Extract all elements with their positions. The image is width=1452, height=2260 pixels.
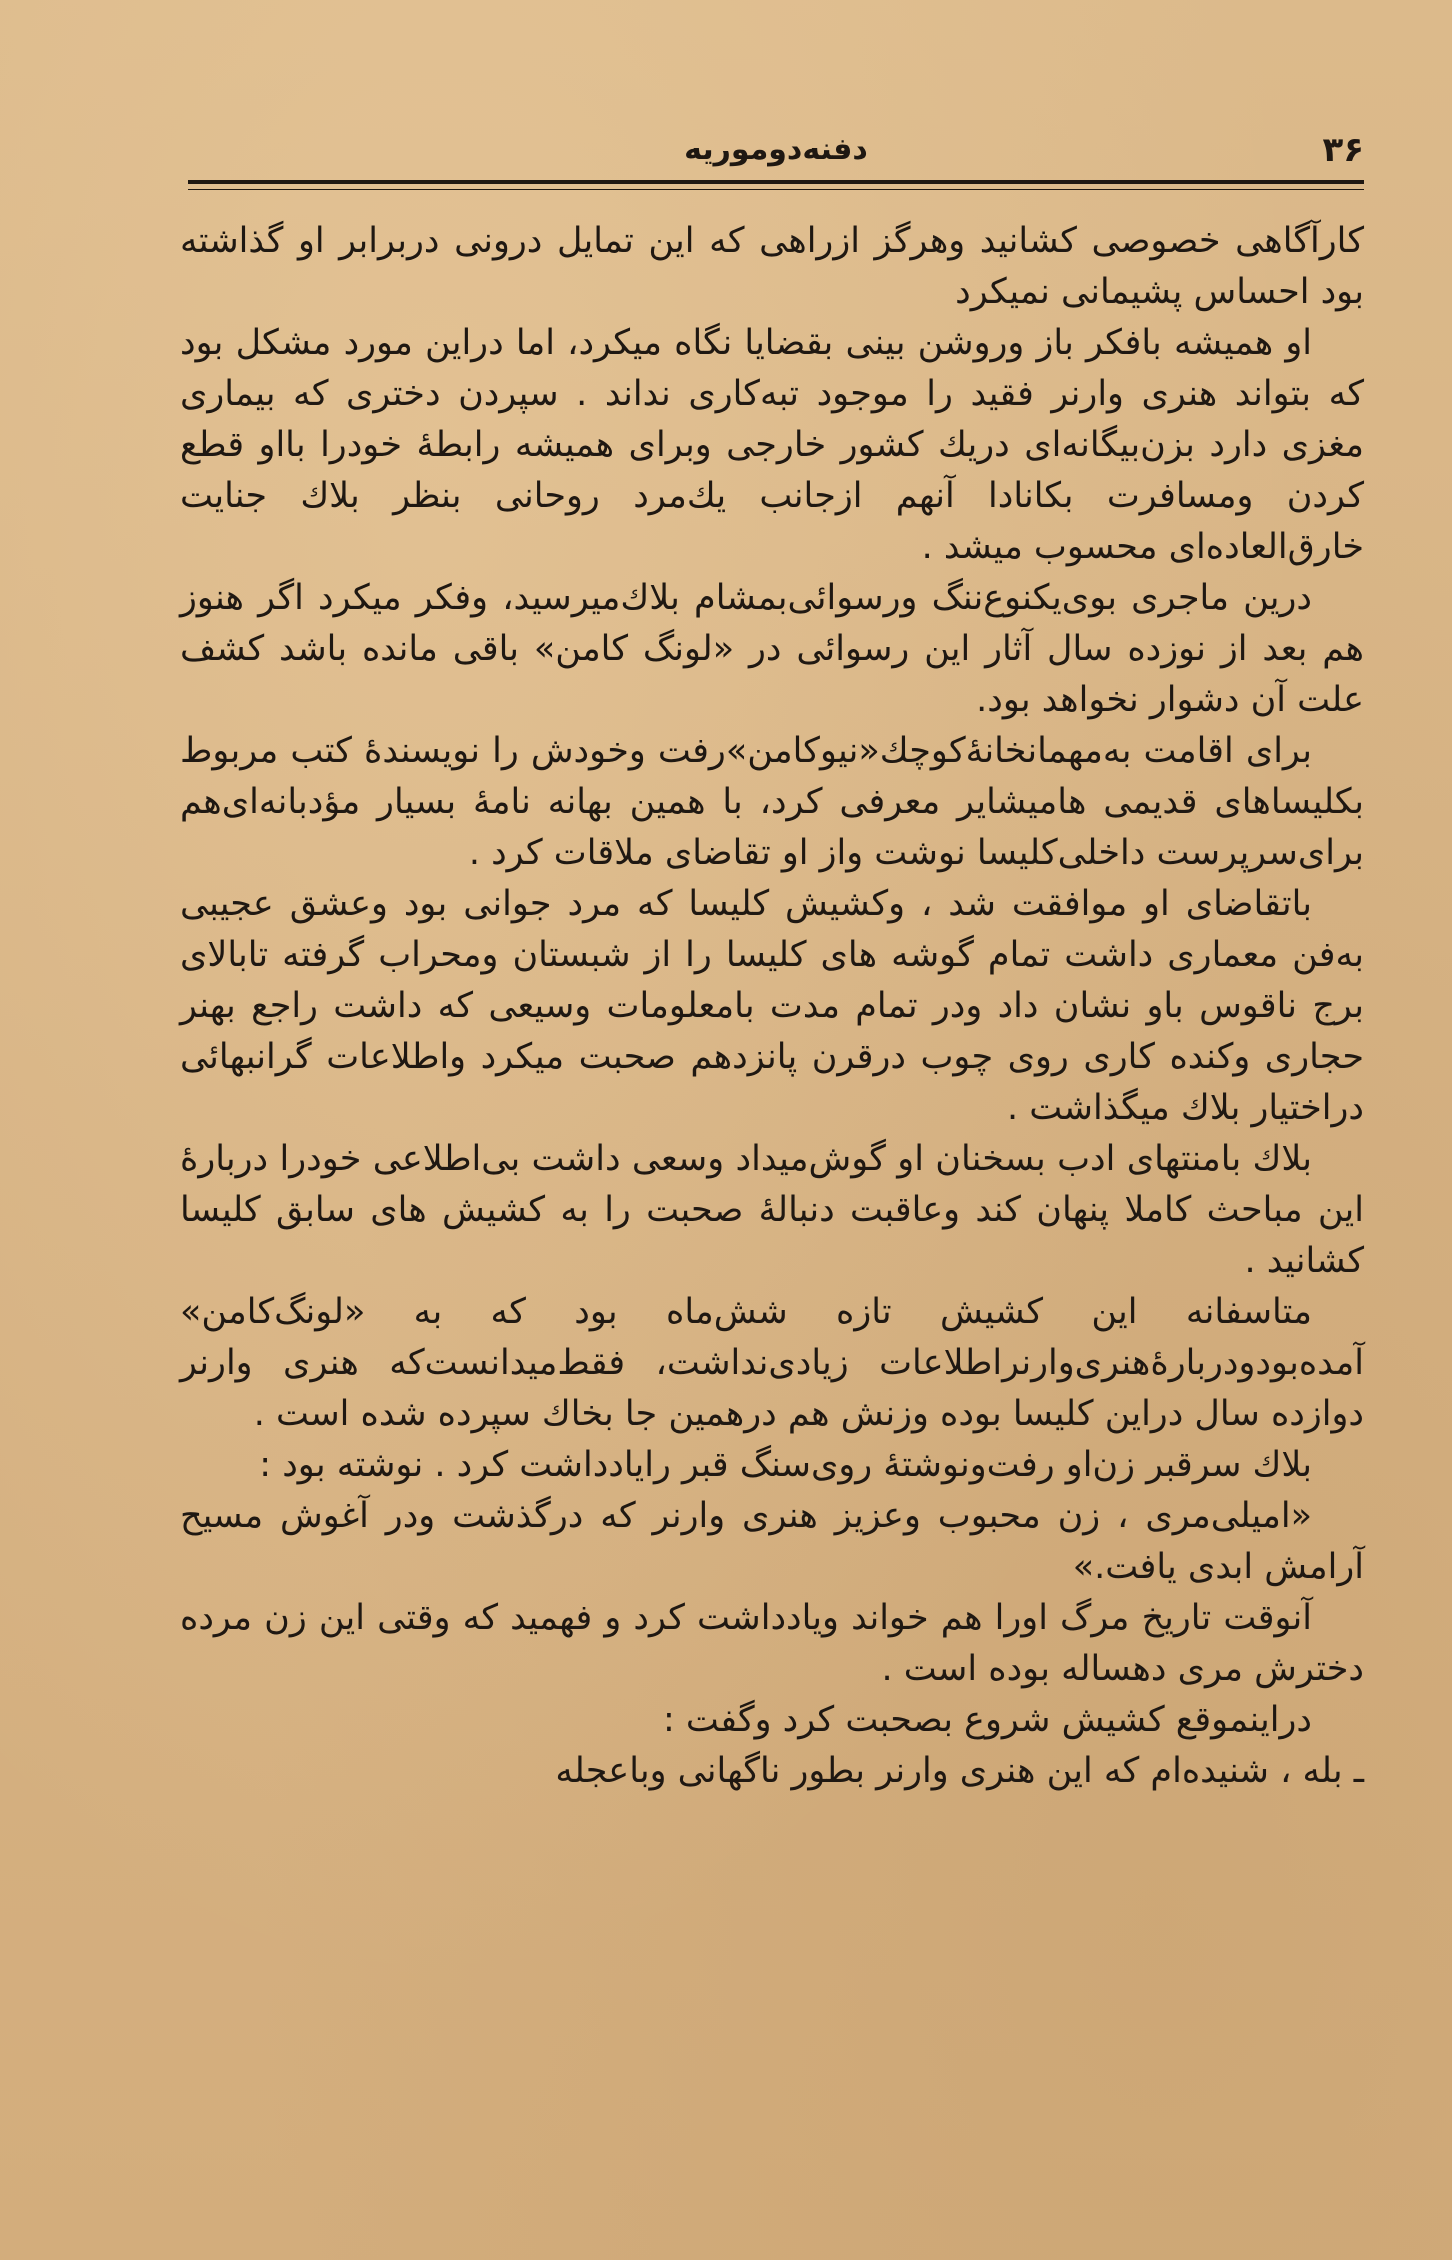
dialogue-line: ـ بله ، شنیده‌ام که این هنری وارنر بطور ناگهانی وباعجله — [555, 1751, 1364, 1791]
paragraph: دراینموقع کشیش شروع بصحبت کرد وگفت : — [662, 1700, 1312, 1740]
paragraph: بلاك بامنتهای ادب بسخنان او گوش‌میداد وسعی داشت بی‌اطلاعی خودرا دربارهٔ این مباحث کاملا پنهان کند وعاقبت دنبالهٔ صحبت را به کشیش های سابق کلیسا کشانید . — [180, 1139, 1364, 1281]
running-title: دفنه‌دوموریه — [684, 132, 868, 167]
paragraph: برای اقامت به‌مهمانخانهٔ‌کوچك«نیوکامن»رفت وخودش را نویسندهٔ کتب مربوط بکلیساهای قدیمی هامیشایر معرفی کرد، با همین بهانه نامهٔ بسیار مؤدبانه‌ای‌هم برای‌سرپرست داخلی‌کلیسا نوشت واز او تقاضای ملاقات کرد . — [180, 731, 1364, 873]
paragraph: بلاك سرقبر زن‌او رفت‌ونوشتهٔ روی‌سنگ قبر رایادداشت کرد . نوشته بود : — [259, 1445, 1312, 1485]
header-rule-thick — [188, 180, 1364, 184]
header-rule-thin — [188, 189, 1364, 190]
paragraph-continuation: کارآگاهی خصوصی کشانید وهرگز ازراهی که این تمایل درونی دربرابر او گذاشته بود احساس پشیمانی نمیکرد — [180, 221, 1364, 312]
page-number: ۳۶ — [1322, 130, 1364, 170]
page-header — [188, 128, 1364, 172]
paragraph: متاسفانه این کشیش تازه شش‌ماه بود که به «لونگ‌کامن» آمده‌بودودربارهٔ‌هنری‌وارنر‌اطلاعات زیادی‌نداشت، فقط‌میدانست‌که هنری وارنر دوازده سال دراین کلیسا بوده وزنش هم درهمین جا بخاك سپرده شده است . — [180, 1292, 1364, 1434]
paragraph: آنوقت تاریخ مرگ اورا هم خواند ویادداشت کرد و فهمید که وقتی این زن مرده دخترش مری دهساله بوده است . — [180, 1598, 1364, 1689]
inscription-quote: «امیلی‌مری ، زن محبوب وعزیز هنری وارنر که درگذشت ودر آغوش مسیح آرامش ابدی یافت.» — [180, 1496, 1364, 1587]
paragraph: درین ماجری بوی‌یکنوع‌ننگ ورسوائی‌بمشام بلاك‌میرسید، وفکر میکرد اگر هنوز هم بعد از نوزده سال آثار این رسوائی در «لونگ کامن» باقی مانده باشد کشف علت آن دشوار نخواهد بود. — [180, 578, 1364, 720]
paragraph: باتقاضای او موافقت شد ، وکشیش کلیسا که مرد جوانی بود وعشق عجیبی به‌فن معماری داشت تمام گوشه های کلیسا را از شبستان ومحراب گرفته تابالای برج ناقوس باو نشان داد ودر تمام مدت بامعلومات وسیعی که داشت راجع بهنر حجاری وکنده کاری روی چوب درقرن پانزدهم صحبت میکرد واطلاعات گرانبهائی دراختیار بلاك میگذاشت . — [180, 884, 1364, 1128]
paragraph: او همیشه بافکر باز وروشن بینی بقضایا نگاه میکرد، اما دراین مورد مشکل بود که بتواند هنری وارنر فقید را موجود تبه‌کاری نداند . سپردن دختری که بیماری مغزی دارد بزن‌بیگانه‌ای دریك کشور خارجی وبرای همیشه رابطهٔ خودرا بااو قطع کردن ومسافرت بکانادا آنهم ازجانب یك‌مرد روحانی بنظر بلاك جنایت خارق‌العاده‌ای محسوب میشد . — [180, 323, 1364, 567]
body-text — [180, 216, 1364, 1797]
